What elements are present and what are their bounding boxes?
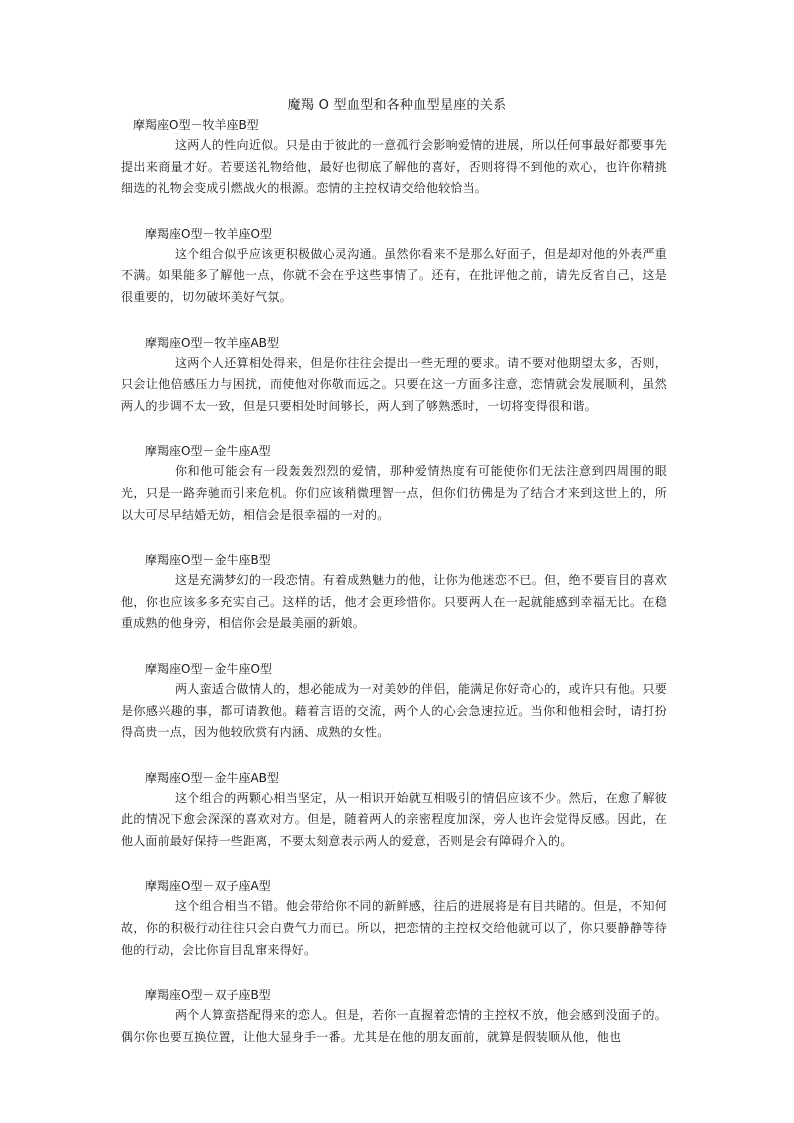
section <box>121 442 667 526</box>
document-title: 魔羯 O 型血型和各种血型星座的关系 <box>287 98 507 113</box>
section-body: 两个人算蛮搭配得来的恋人。但是，若你一直握着恋情的主控权不放，他会感到没面子的。偶尔你也要互换位置，让他大显身手一番。尤其是在他的朋友面前，就算是假装顺从他，他也 <box>121 1008 667 1044</box>
section <box>121 551 667 635</box>
section <box>121 660 667 744</box>
section-heading: 摩羯座O型－金牛座AB型 <box>145 770 279 785</box>
section <box>121 334 667 418</box>
section-body: 这是充满梦幻的一段恋情。有着成熟魅力的他，让你为他迷恋不已。但，绝不要盲目的喜欢他，你也应该多多充实自己。这样的话，他才会更珍惜你。只要两人在一起就能感到幸福无比。在稳重成熟的他身旁，相信你会是最美丽的新娘。 <box>121 573 667 631</box>
section <box>121 225 667 309</box>
section-heading: 摩羯座O型－牧羊座AB型 <box>145 335 279 350</box>
section-body: 这两个人还算相处得来，但是你往往会提出一些无理的要求。请不要对他期望太多，否则，只会让他倍感压力与困扰，而使他对你敬而远之。只要在这一方面多注意，恋情就会发展顺利，虽然两人的步调不太一致，但是只要相处时间够长，两人到了够熟悉时，一切将变得很和谐。 <box>121 355 667 413</box>
section-body: 这个组合相当不错。他会带给你不同的新鲜感，往后的进展将是有目共睹的。但是，不知何故，你的积极行动往往只会白费气力而已。所以，把恋情的主控权交给他就可以了，你只要静静等待他的行动，会比你盲目乱窜来得好。 <box>121 899 667 957</box>
section-heading: 摩羯座O型－金牛座A型 <box>145 444 271 459</box>
section <box>121 769 667 853</box>
section-heading: 摩羯座O型－金牛座O型 <box>145 661 272 676</box>
section-body: 这两人的性向近似。只是由于彼此的一意孤行会影响爱情的进展，所以任何事最好都要事先提出来商量才好。若要送礼物给他，最好也彻底了解他的喜好，否则将得不到他的欢心，也许你精挑细选的礼物会变成引燃战火的根源。恋情的主控权请交给他较恰当。 <box>121 138 667 196</box>
section-body: 这个组合的两颗心相当坚定，从一相识开始就互相吸引的情侣应该不少。然后，在愈了解彼此的情况下愈会深深的喜欢对方。但是，随着两人的亲密程度加深，旁人也许会觉得反感。因此，在他人面前最好保持一些距离，不要太刻意表示两人的爱意，否则是会有障碍介入的。 <box>121 790 667 848</box>
section-list <box>121 116 667 1073</box>
section-heading: 摩羯座O型－牧羊座O型 <box>145 226 272 241</box>
section-heading: 摩羯座O型－牧羊座B型 <box>133 118 259 132</box>
section <box>121 116 667 200</box>
section-heading: 摩羯座O型－双子座A型 <box>145 879 271 894</box>
section <box>121 986 667 1048</box>
section-heading: 摩羯座O型－双子座B型 <box>145 988 271 1003</box>
section-heading: 摩羯座O型－金牛座B型 <box>145 553 271 568</box>
section-body: 你和他可能会有一段轰轰烈烈的爱情，那种爱情热度有可能使你们无法注意到四周围的眼光，只是一路奔驰而引来危机。你们应该稍微理智一点，但你们彷佛是为了结合才来到这世上的，所以大可尽早结婚无妨，相信会是很幸福的一对的。 <box>121 464 667 522</box>
section-body: 两人蛮适合做情人的，想必能成为一对美妙的伴侣，能满足你好奇心的，或许只有他。只要是你感兴趣的事，都可请教他。藉着言语的交流，两个人的心会急速拉近。当你和他相会时，请打扮得高贵一点，因为他较欣赏有内涵、成熟的女性。 <box>121 681 667 740</box>
section-body: 这个组合似乎应该更积极做心灵沟通。虽然你看来不是那么好面子，但是却对他的外表严重不满。如果能多了解他一点，你就不会在乎这些事情了。还有，在批评他之前，请先反省自己，这是很重要的，切勿破坏美好气氛。 <box>121 246 667 304</box>
section <box>121 877 667 961</box>
